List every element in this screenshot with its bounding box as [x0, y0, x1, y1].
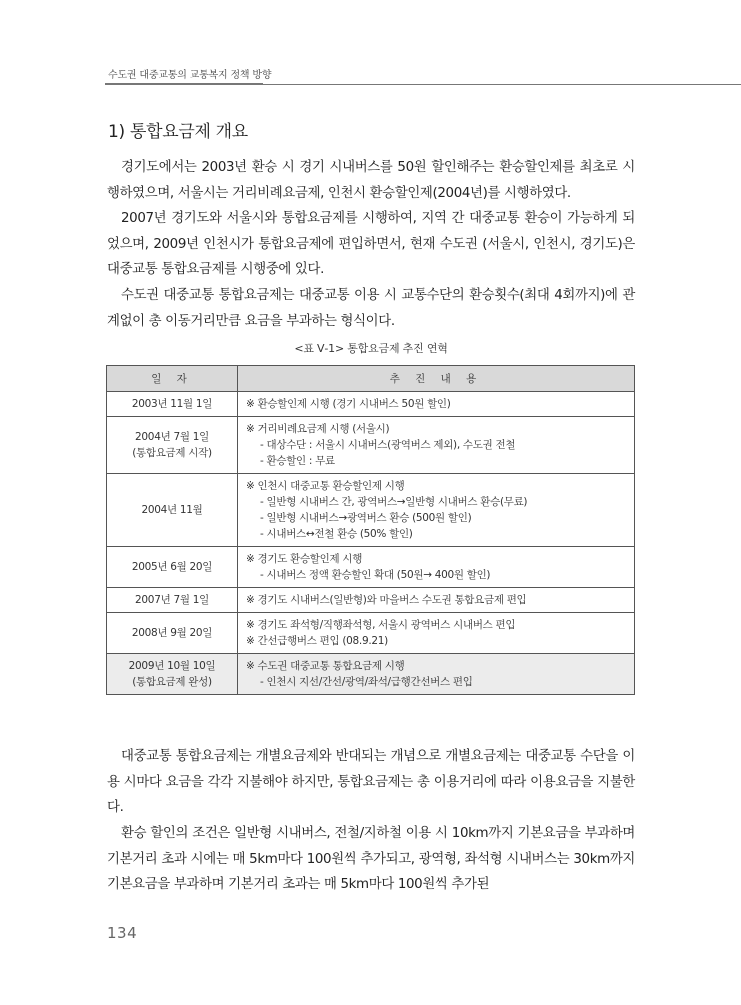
table-row [107, 417, 635, 474]
table-row [107, 547, 635, 588]
row-date-line: (통합요금제 완성) [132, 676, 212, 688]
row-date-line: 2004년 7월 1일 [135, 431, 209, 443]
row-date-line: 2008년 9월 20일 [131, 627, 213, 639]
header-rule [263, 84, 741, 85]
page-number: 134 [107, 924, 138, 942]
row-date-line: (통합요금제 시작) [132, 447, 212, 459]
row-date [107, 613, 238, 654]
row-date-line: 2007년 7월 1일 [135, 594, 209, 606]
row-content-item: ※ 거리비례요금제 시행 (서울시) [246, 423, 390, 435]
header-date: 일 자 [107, 366, 238, 392]
row-date [107, 417, 238, 474]
row-content-item: ※ 경기도 시내버스(일반형)와 마을버스 수도권 통합요금제 편입 [246, 594, 527, 606]
row-date [107, 547, 238, 588]
table-row [107, 474, 635, 547]
row-date [107, 654, 238, 695]
row-content-item: ※ 간선급행버스 편입 (08.9.21) [246, 635, 388, 647]
body-paragraph-3: 수도권 대중교통 통합요금제는 대중교통 이용 시 교통수단의 환승횟수(최대 4회까지)에 관계없이 총 이동거리만큼 요금을 부과하는 형식이다. [107, 288, 635, 329]
row-date-line: 2004년 11월 [141, 504, 203, 516]
table-row [107, 654, 635, 695]
header-rule-accent [105, 83, 263, 85]
row-content-item: ※ 환승할인제 시행 (경기 시내버스 50원 할인) [246, 398, 451, 410]
table-row [107, 588, 635, 613]
body-paragraph-2: 2007년 경기도와 서울시와 통합요금제를 시행하여, 지역 간 대중교통 환승이 가능하게 되었으며, 2009년 인천시가 통합요금제에 편입하면서, 현재 수도권 (서울시, 인천시, 경기도)은 대중교통 통합요금제를 시행중에 있다. [107, 211, 635, 277]
running-header: 수도권 대중교통의 교통복지 정책 방향 [108, 70, 272, 81]
table-caption: <표 Ⅴ-1> 통합요금제 추진 연혁 [294, 342, 448, 355]
body-paragraph-1: 경기도에서는 2003년 환승 시 경기 시내버스를 50원 할인해주는 환승할인제를 최초로 시행하였으며, 서울시는 거리비례요금제, 인천시 환승할인제(2004년)를 시행하였다. [107, 160, 635, 201]
row-content [238, 613, 635, 654]
row-content [238, 417, 635, 474]
header-content: 추 진 내 용 [238, 366, 635, 392]
row-date-line: 2003년 11월 1일 [131, 398, 213, 410]
row-content-item: ※ 인천시 대중교통 환승할인제 시행 [246, 480, 405, 492]
row-content-item: ※ 경기도 환승할인제 시행 [246, 553, 363, 565]
row-content [238, 654, 635, 695]
table-row [107, 613, 635, 654]
row-content-subitem: - 인천시 지선/간선/광역/좌석/급행간선버스 편입 [260, 676, 473, 688]
row-content-subitem: - 시내버스 정액 환승할인 확대 (50원→ 400원 할인) [260, 569, 491, 581]
history-table [106, 365, 635, 695]
row-content-item: ※ 수도권 대중교통 통합요금제 시행 [246, 660, 405, 672]
body-paragraph-5: 환승 할인의 조건은 일반형 시내버스, 전철/지하철 이용 시 10km까지 기본요금을 부과하며 기본거리 초과 시에는 매 5km마다 100원씩 추가되고, 광역형, 좌석형 시내버스는 30km까지 기본요금을 부과하며 기본거리 초과는 매 5km마다 100원씩 추가된 [107, 826, 635, 892]
row-content [238, 392, 635, 417]
row-content-subitem: - 환승할인 : 무료 [260, 455, 335, 467]
row-content [238, 547, 635, 588]
row-content-subitem: - 시내버스↔전철 환승 (50% 할인) [260, 528, 413, 540]
row-content [238, 474, 635, 547]
row-date-line: 2005년 6월 20일 [131, 561, 213, 573]
row-date [107, 474, 238, 547]
row-content-item: ※ 경기도 좌석형/직행좌석형, 서울시 광역버스 시내버스 편입 [246, 619, 516, 631]
table-header-row [107, 366, 635, 392]
row-content [238, 588, 635, 613]
row-date-line: 2009년 10월 10일 [128, 660, 216, 672]
row-content-subitem: - 일반형 시내버스→광역버스 환승 (500원 할인) [260, 512, 472, 524]
section-title: 1) 통합요금제 개요 [108, 122, 248, 142]
table-row [107, 392, 635, 417]
body-paragraph-4: 대중교통 통합요금제는 개별요금제와 반대되는 개념으로 개별요금제는 대중교통 수단을 이용 시마다 요금을 각각 지불해야 하지만, 통합요금제는 총 이용거리에 따라 이용요금을 지불한다. [107, 749, 635, 815]
table-body [107, 392, 635, 695]
row-date [107, 392, 238, 417]
row-content-subitem: - 대상수단 : 서울시 시내버스(광역버스 제외), 수도권 전철 [260, 439, 516, 451]
row-content-subitem: - 일반형 시내버스 간, 광역버스→일반형 시내버스 환승(무료) [260, 496, 528, 508]
row-date [107, 588, 238, 613]
